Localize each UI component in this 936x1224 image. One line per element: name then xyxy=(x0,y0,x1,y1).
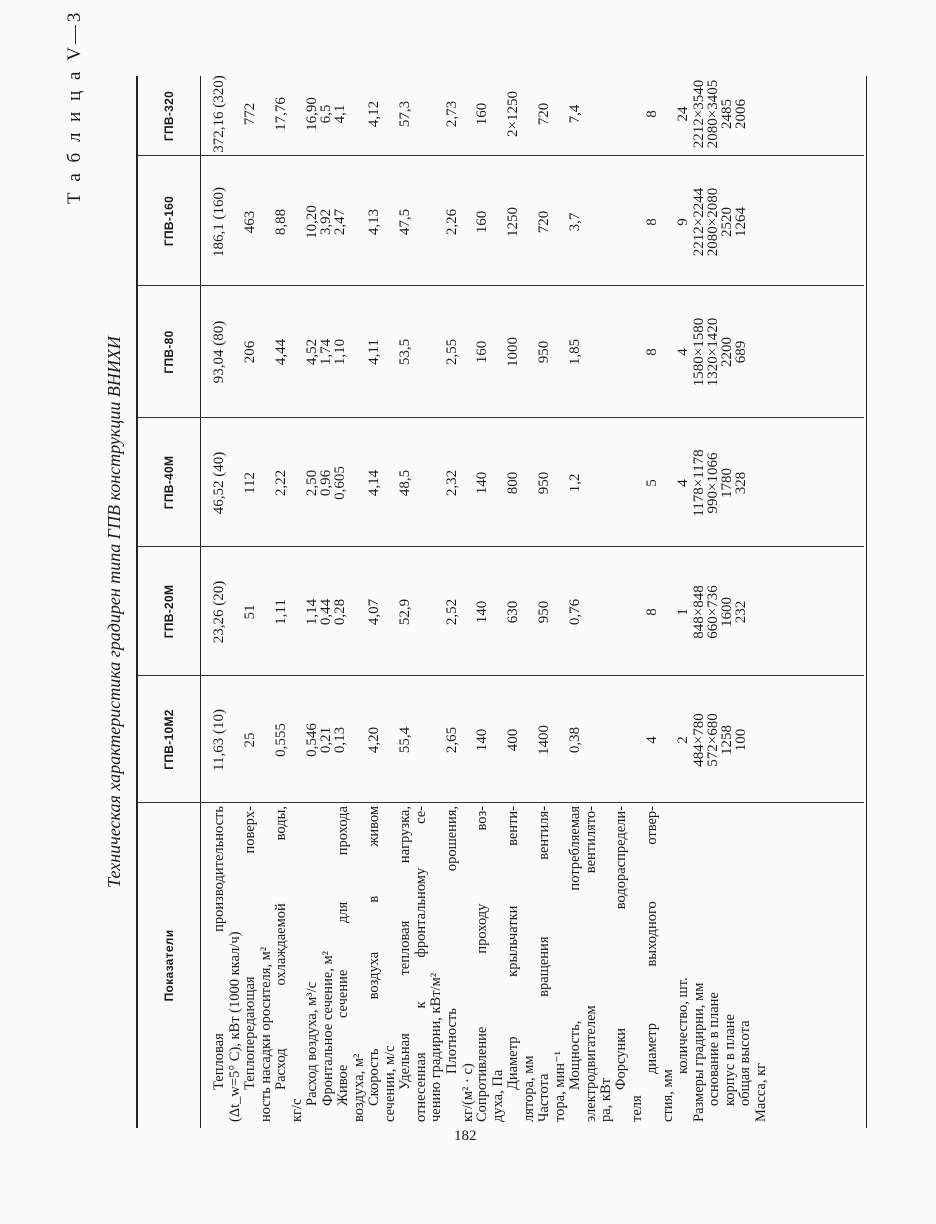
indicator-label xyxy=(506,806,537,1122)
indicator-line: ра, кВт xyxy=(598,1078,614,1122)
value-cell: 2×1250 xyxy=(505,91,521,137)
value-cell xyxy=(692,292,748,412)
indicator-line: Живое сечение для прохода xyxy=(335,806,351,1106)
indicator-line: Удельная тепловая нагрузка, xyxy=(397,806,413,1090)
indicator-label xyxy=(676,806,692,1122)
value-line: 328 xyxy=(733,471,749,495)
value-cell: 48,5 xyxy=(397,469,413,497)
column-divider xyxy=(138,802,864,803)
value-cell: 720 xyxy=(536,210,552,234)
value-cell: 4 xyxy=(675,479,691,487)
value-line: 2080×2080 xyxy=(705,187,721,257)
indicator-label xyxy=(614,806,645,1122)
value-line: 1320×1420 xyxy=(705,317,721,387)
value-line: 1178×1178 xyxy=(691,449,707,517)
value-line: 1,14 xyxy=(304,598,320,626)
indicator-line: Частота вращения вентиля- xyxy=(536,806,552,1122)
value-cell: 2,55 xyxy=(444,338,460,366)
value-line: 1258 xyxy=(719,725,735,755)
value-cell: 1,85 xyxy=(567,338,583,366)
value-cell: 186,1 (160) xyxy=(211,187,227,257)
indicator-line: кг/(м² · с) xyxy=(459,1063,476,1122)
indicator-line: сечении, м/с xyxy=(381,1045,398,1122)
value-cell: 630 xyxy=(505,600,521,624)
value-cell: 4 xyxy=(675,348,691,356)
header-gpv-20m: ГПВ-20М xyxy=(162,584,176,639)
value-cell: 4,14 xyxy=(366,469,382,497)
value-cell xyxy=(305,162,347,282)
indicator-line: Масса, кг xyxy=(753,1062,769,1122)
value-line: 0,96 xyxy=(318,469,334,497)
indicator-line: Мощность, потребляемая xyxy=(567,806,583,1090)
value-cell: 112 xyxy=(242,472,258,494)
value-cell: 2,73 xyxy=(444,100,460,128)
value-cell: 51 xyxy=(242,604,258,620)
header-gpv-320: ГПВ-320 xyxy=(162,90,176,142)
value-cell xyxy=(692,680,748,800)
value-line: 2212×3540 xyxy=(691,79,707,149)
value-line: 6,5 xyxy=(318,104,334,124)
value-line: 2,50 xyxy=(304,469,320,497)
indicator-label xyxy=(707,806,723,1122)
indicator-label xyxy=(305,806,321,1122)
value-cell: 1250 xyxy=(505,207,521,237)
value-line: 2520 xyxy=(719,207,735,237)
value-cell: 463 xyxy=(242,210,258,234)
value-cell: 1,11 xyxy=(273,599,289,625)
indicator-label xyxy=(398,806,445,1122)
indicator-line: Расход охлаждаемой воды, xyxy=(273,806,289,1090)
value-cell: 53,5 xyxy=(397,338,413,366)
value-line: 689 xyxy=(733,340,749,364)
indicator-label xyxy=(754,806,770,1122)
value-line: 990×1066 xyxy=(705,452,721,514)
value-cell: 11,63 (10) xyxy=(211,709,227,771)
indicator-line: стия, мм xyxy=(659,1069,676,1122)
value-cell: 950 xyxy=(536,340,552,364)
indicator-label xyxy=(336,806,367,1122)
indicator-line: Сопротивление проходу воз- xyxy=(474,806,490,1122)
indicator-line: Теплопередающая поверх- xyxy=(242,806,258,1090)
indicator-label xyxy=(568,806,615,1122)
value-line: 2212×2244 xyxy=(691,187,707,257)
value-cell: 772 xyxy=(242,102,258,126)
value-cell: 9 xyxy=(675,218,691,226)
value-line: 16,90 xyxy=(304,97,320,131)
value-cell: 140 xyxy=(474,600,490,624)
value-cell: 5 xyxy=(644,479,660,487)
value-cell: 25 xyxy=(242,732,258,748)
value-cell: 23,26 (20) xyxy=(211,580,227,644)
indicator-label xyxy=(475,806,506,1122)
indicator-label xyxy=(212,806,243,1122)
value-line: 0,605 xyxy=(332,466,348,500)
indicator-line: электродвигателем вентилято- xyxy=(582,806,599,1122)
value-cell xyxy=(305,552,347,672)
value-cell: 8,88 xyxy=(273,208,289,236)
header-gpv-40m: ГПВ-40М xyxy=(162,455,176,510)
indicator-line: лятора, мм xyxy=(520,1055,537,1122)
indicator-line: основание в плане xyxy=(706,992,722,1106)
value-line: 484×780 xyxy=(691,713,707,767)
value-cell: 17,76 xyxy=(273,97,289,131)
indicator-line: Тепловая производительность xyxy=(211,806,227,1090)
value-line: 2080×3405 xyxy=(705,79,721,149)
value-line: 0,21 xyxy=(318,726,334,754)
value-cell: 4,07 xyxy=(366,598,382,626)
value-line: 1,74 xyxy=(318,338,334,366)
indicator-line: воздуха, м² xyxy=(350,1053,367,1122)
value-line: 0,44 xyxy=(318,598,334,626)
value-cell xyxy=(305,292,347,412)
indicator-line: кг/с xyxy=(288,1098,305,1122)
value-cell: 4,44 xyxy=(273,338,289,366)
value-cell: 140 xyxy=(474,471,490,495)
column-divider xyxy=(138,546,864,547)
value-cell xyxy=(305,423,347,543)
indicator-line: духа, Па xyxy=(489,1069,506,1122)
table-caption: Техническая характеристика градирен типа ГПВ конструкции ВНИХИ xyxy=(104,336,124,888)
value-cell: 0,38 xyxy=(567,726,583,754)
value-line: 10,20 xyxy=(304,205,320,239)
value-line: 2,47 xyxy=(332,208,348,236)
value-cell: 800 xyxy=(505,471,521,495)
value-line: 4,1 xyxy=(332,104,348,124)
indicator-line: ность насадки оросителя, м² xyxy=(257,946,274,1122)
value-line: 1580×1580 xyxy=(691,317,707,387)
value-cell: 2,65 xyxy=(444,726,460,754)
value-cell: 57,3 xyxy=(397,100,413,128)
header-indicators: Показатели xyxy=(162,929,176,1002)
value-cell: 3,7 xyxy=(567,212,583,232)
value-cell xyxy=(692,423,748,543)
value-cell: 4,11 xyxy=(366,339,382,365)
indicator-line: количество, шт. xyxy=(675,977,691,1074)
indicator-line: Размеры градирни, мм xyxy=(691,982,707,1122)
page-number: 182 xyxy=(454,1128,477,1144)
value-line: 2200 xyxy=(719,337,735,367)
value-line: 0,13 xyxy=(332,726,348,754)
value-line: 1780 xyxy=(719,468,735,498)
value-cell: 8 xyxy=(644,110,660,118)
value-cell: 1000 xyxy=(505,337,521,367)
value-cell: 0,555 xyxy=(273,723,289,757)
indicator-label xyxy=(243,806,274,1122)
value-cell: 4,20 xyxy=(366,726,382,754)
value-cell: 720 xyxy=(536,102,552,126)
value-line: 572×680 xyxy=(705,713,721,767)
value-cell xyxy=(692,552,748,672)
value-cell xyxy=(692,162,748,282)
value-cell: 55,4 xyxy=(397,726,413,754)
value-cell: 93,04 (80) xyxy=(211,320,227,384)
header-gpv-10m2: ГПВ-10М2 xyxy=(162,709,176,770)
value-cell: 4 xyxy=(644,736,660,744)
value-cell: 7,4 xyxy=(567,104,583,124)
indicator-line: Плотность орошения, xyxy=(444,806,460,1074)
value-cell: 1400 xyxy=(536,725,552,755)
indicator-label xyxy=(367,806,398,1122)
header-gpv-80: ГПВ-80 xyxy=(162,330,176,374)
value-cell: 2 xyxy=(675,736,691,744)
value-line: 660×736 xyxy=(705,585,721,639)
bottom-rule xyxy=(866,76,867,1128)
indicator-line: тора, мин⁻¹ xyxy=(551,1050,568,1122)
value-cell: 1 xyxy=(675,608,691,616)
value-cell: 24 xyxy=(675,106,691,122)
indicator-label xyxy=(738,806,754,1122)
value-cell xyxy=(692,54,748,174)
indicator-label xyxy=(645,806,676,1122)
header-rule xyxy=(200,76,201,1128)
value-line: 1600 xyxy=(719,597,735,627)
value-cell xyxy=(305,54,347,174)
value-cell: 52,9 xyxy=(397,598,413,626)
column-divider xyxy=(138,675,864,676)
value-line: 0,28 xyxy=(332,598,348,626)
indicator-label xyxy=(274,806,305,1122)
indicator-line: корпус в плане xyxy=(722,1014,738,1106)
value-line: 232 xyxy=(733,600,749,624)
value-line: 2485 xyxy=(719,99,735,129)
value-line: 4,52 xyxy=(304,338,320,366)
value-cell: 47,5 xyxy=(397,208,413,236)
value-cell: 0,76 xyxy=(567,598,583,626)
value-cell: 2,32 xyxy=(444,469,460,497)
indicator-label xyxy=(445,806,476,1122)
value-cell: 1,2 xyxy=(567,473,583,493)
value-cell: 372,16 (320) xyxy=(211,75,227,153)
value-line: 3,92 xyxy=(318,208,334,236)
value-cell: 46,52 (40) xyxy=(211,451,227,515)
indicator-line: отнесенная к фронтальному се- xyxy=(412,806,429,1122)
indicator-line: диаметр выходного отвер- xyxy=(644,806,660,1074)
indicator-line: общая высота xyxy=(737,1020,753,1106)
value-line: 0,546 xyxy=(304,723,320,757)
value-line: 1,10 xyxy=(332,338,348,366)
value-line: 1264 xyxy=(733,207,749,237)
value-cell: 400 xyxy=(505,728,521,752)
value-line: 2006 xyxy=(733,99,749,129)
table-label: Т а б л и ц а V—3 xyxy=(64,9,85,204)
value-cell: 8 xyxy=(644,218,660,226)
header-gpv-160: ГПВ-160 xyxy=(162,195,176,247)
indicator-line: Фронтальное сечение, м² xyxy=(320,950,336,1106)
value-cell: 2,22 xyxy=(273,469,289,497)
indicator-label xyxy=(537,806,568,1122)
indicator-line: Форсунки водораспредели- xyxy=(613,806,629,1090)
column-divider xyxy=(138,417,864,418)
value-cell: 950 xyxy=(536,471,552,495)
value-cell: 8 xyxy=(644,348,660,356)
value-cell: 4,13 xyxy=(366,208,382,236)
value-cell: 2,26 xyxy=(444,208,460,236)
indicator-line: (Δt_w=5° С), кВт (1000 ккал/ч) xyxy=(226,931,243,1122)
value-cell: 4,12 xyxy=(366,100,382,128)
indicator-line: Расход воздуха, м³/с xyxy=(304,981,320,1106)
value-cell: 2,52 xyxy=(444,598,460,626)
indicator-line: чению градирни, кВт/м² xyxy=(428,972,444,1122)
indicator-line: теля xyxy=(628,1095,645,1122)
column-divider xyxy=(138,285,864,286)
value-cell: 160 xyxy=(474,210,490,234)
value-cell: 950 xyxy=(536,600,552,624)
value-line: 848×848 xyxy=(691,585,707,639)
value-cell: 140 xyxy=(474,728,490,752)
value-cell: 160 xyxy=(474,340,490,364)
value-cell: 160 xyxy=(474,102,490,126)
value-cell xyxy=(305,680,347,800)
value-cell: 206 xyxy=(242,340,258,364)
value-line: 100 xyxy=(733,728,749,752)
indicator-line: Скорость воздуха в живом xyxy=(366,806,382,1106)
indicator-line: Диаметр крыльчатки венти- xyxy=(505,806,521,1090)
value-cell: 8 xyxy=(644,608,660,616)
